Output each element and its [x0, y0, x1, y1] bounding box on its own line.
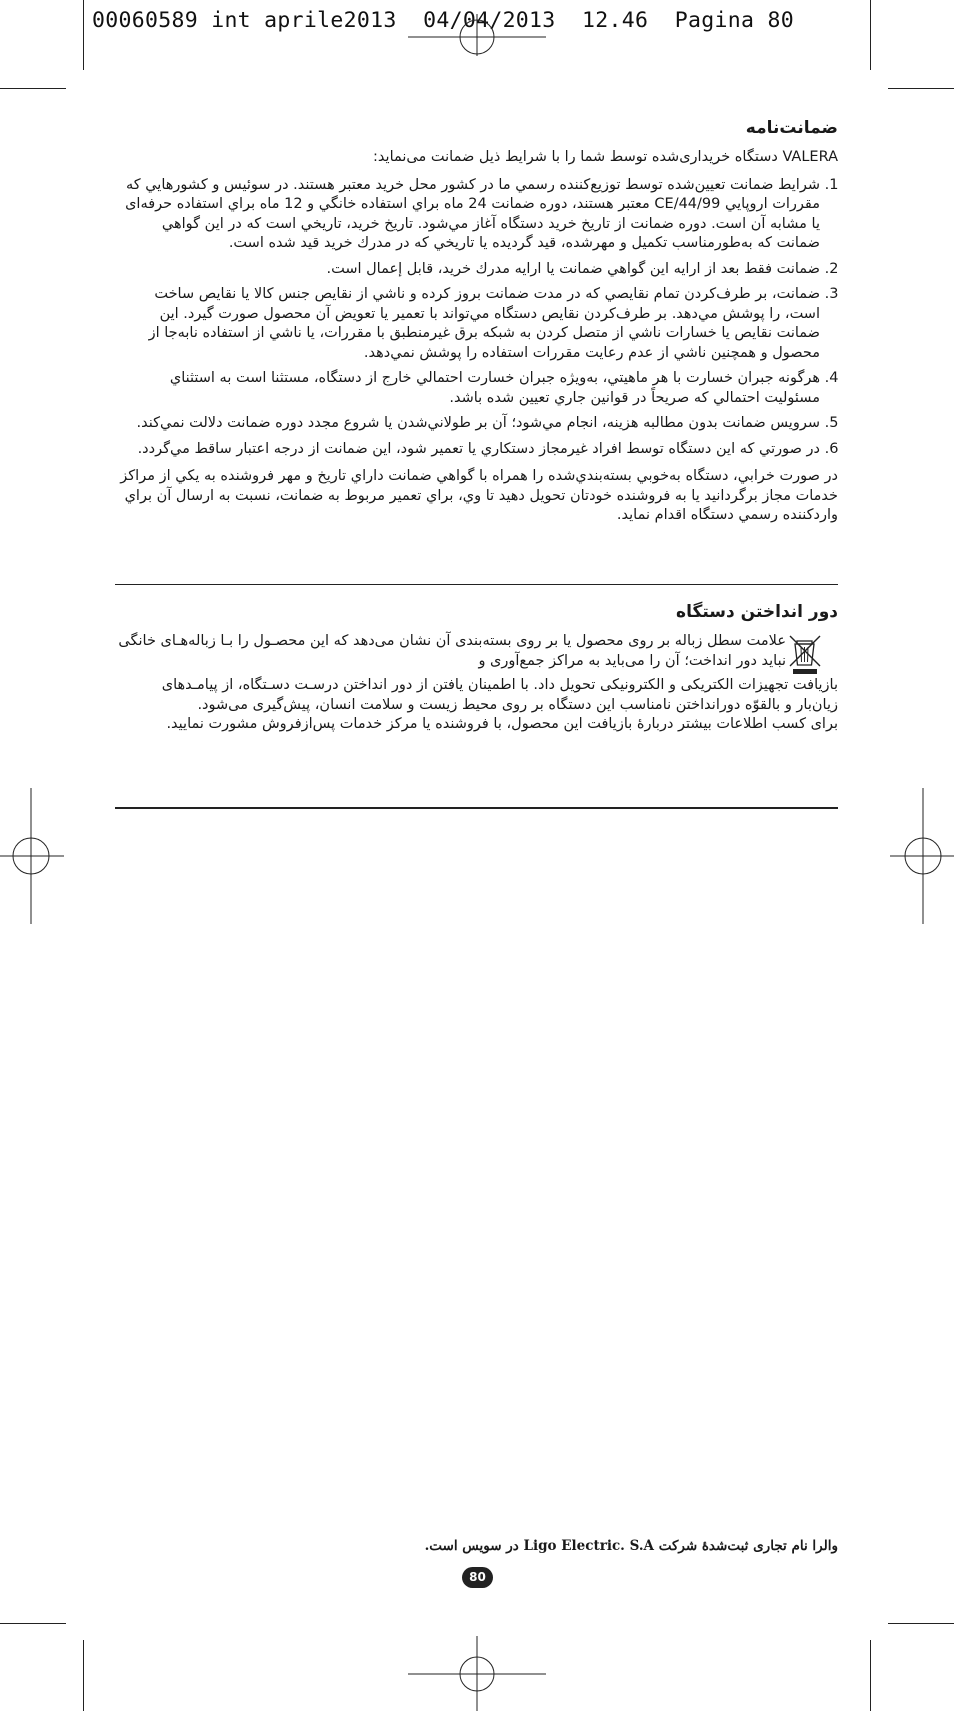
section-divider	[115, 807, 838, 809]
warranty-closing: در صورت خرابي، دستگاه به‌خوبي بسته‌بندي‌شده را همراه با گواهي ضمانت داراي تاريخ و مهر فروشنده به يكي از مراكز خدمات مجاز برگردانيد يا به فروشنده خودتان تحويل دهيد تا وي، براي تعمير مربوط به ضمانت، نسبت به ارسال آن براي واردكننده رسمي دستگاه اقدام نمايد.	[120, 468, 838, 523]
trademark-note: والرا نام تجاری ثبت‌شدهٔ شرکت Ligo Electric. S.A در سویس است.	[424, 1538, 838, 1554]
registration-mark-bottom	[408, 1636, 548, 1711]
warranty-condition: 5. سرويس ضمانت بدون مطالبه هزينه، انجام مي‌شود؛ آن بر طولاني‌شدن يا شروع مجدد دوره ضمانت دلالت نمي‌كند.	[118, 414, 820, 434]
warranty-conditions-list	[118, 176, 838, 460]
crossed-out-bin-icon	[786, 632, 824, 676]
warranty-section	[118, 116, 838, 534]
disposal-lead-row	[118, 632, 838, 676]
warranty-condition: 3. ضمانت، بر طرف‌كردن تمام نقايصي كه در مدت ضمانت بروز كرده و ناشي از نقايص جنس كالا يا نقايص ساخت است، را پوشش مي‌دهد. بر طرف‌كردن نقايص دستگاه مي‌تواند با تعمير يا تعويض آن محصول صورت گيرد. اين ضمانت نقايص يا خسارات ناشي از متصل كردن به شبكه برق غيرمنطبق با مقررات، يا ناشي از استفاده نابه‌جا از محصول و همچنين ناشي از عدم رعايت مقررات استفاده را پوشش نمي‌دهد.	[118, 285, 820, 363]
warranty-title: ضمانت‌نامه	[745, 118, 838, 138]
disposal-lead: علامت سطل زباله بر روی محصول یا بر روی بسته‌بندی آن نشان می‌دهد که این محصـول را بـا زباله‌هـای خانگی نباید دور انداخت؛ آن را می‌باید به مراکز جمع‌آوری و	[118, 633, 786, 669]
warranty-condition: 1. شرايط ضمانت تعيين‌شده توسط توزيع‌كننده رسمي ما در كشور محل خريد معتبر هستند. در سوئيس و كشورهايي كه مقررات اروپايي 44/99/CE معتبر هستند، دوره ضمانت 24 ماه براي استفاده خانگي و 12 ماه براي استفاده حرفه‌اى يا مشابه آن است. دوره ضمانت از تاريخ خريد دستگاه آغاز مي‌شود. تاريخ خريد، تاريخي است كه در اين گواهي ضمانت كه به‌طورمناسب تكميل و مهرشده، قيد گرديده يا تاريخي كه در مدرك خريد قيد شده است.	[118, 176, 820, 254]
registration-mark-right	[890, 788, 954, 924]
section-divider	[115, 584, 838, 585]
warranty-condition: 4. هرگونه جبران خسارت با هر ماهيتي، به‌ويژه جبران خسارت احتمالي خارج از دستگاه، مستثنا است به استثناي مسئوليت احتمالي كه صريحاً در قوانين جاري تعيين شده باشد.	[118, 369, 820, 408]
registration-mark-left	[0, 788, 64, 924]
registration-mark-top	[408, 0, 548, 56]
disposal-body: بازیافت تجهیزات الکتریکی و الکترونیکی تحویل داد. با اطمینان یافتن از دور انداختن درسـت دسـتگاه، از پیامـدهای زیان‌بار و بالقوّه دورانداختن نامناسب این دستگاه بر روی محیط زیست و سلامت انسان، پیش‌گیری می‌شود.	[161, 677, 838, 713]
warranty-intro: VALERA دستگاه خریداری‌شده توسط شما را با شرایط ذیل ضمانت می‌نماید:	[373, 149, 838, 165]
disposal-section	[118, 600, 838, 743]
disposal-more-info: برای کسب اطلاعات بیشتر دربارهٔ بازیافت این محصول، با فروشنده یا مرکز خدمات پس‌ازفروش مشورت نمایید.	[166, 716, 838, 732]
warranty-condition: 2. ضمانت فقط بعد از ارايه اين گواهي ضمانت يا ارايه مدرك خريد، قابل إعمال است.	[118, 260, 820, 280]
disposal-title: دور انداختن دستگاه	[676, 602, 838, 622]
print-slug: 00060589 int aprile2013 04/04/2013 12.46 Pagina 80	[92, 8, 794, 33]
warranty-condition: 6. در صورتي كه اين دستگاه توسط افراد غيرمجاز دستكاري يا تعمير شود، اين ضمانت از درجه اعتبار ساقط مي‌گردد.	[118, 440, 820, 460]
page-number-badge: 80	[462, 1567, 493, 1588]
